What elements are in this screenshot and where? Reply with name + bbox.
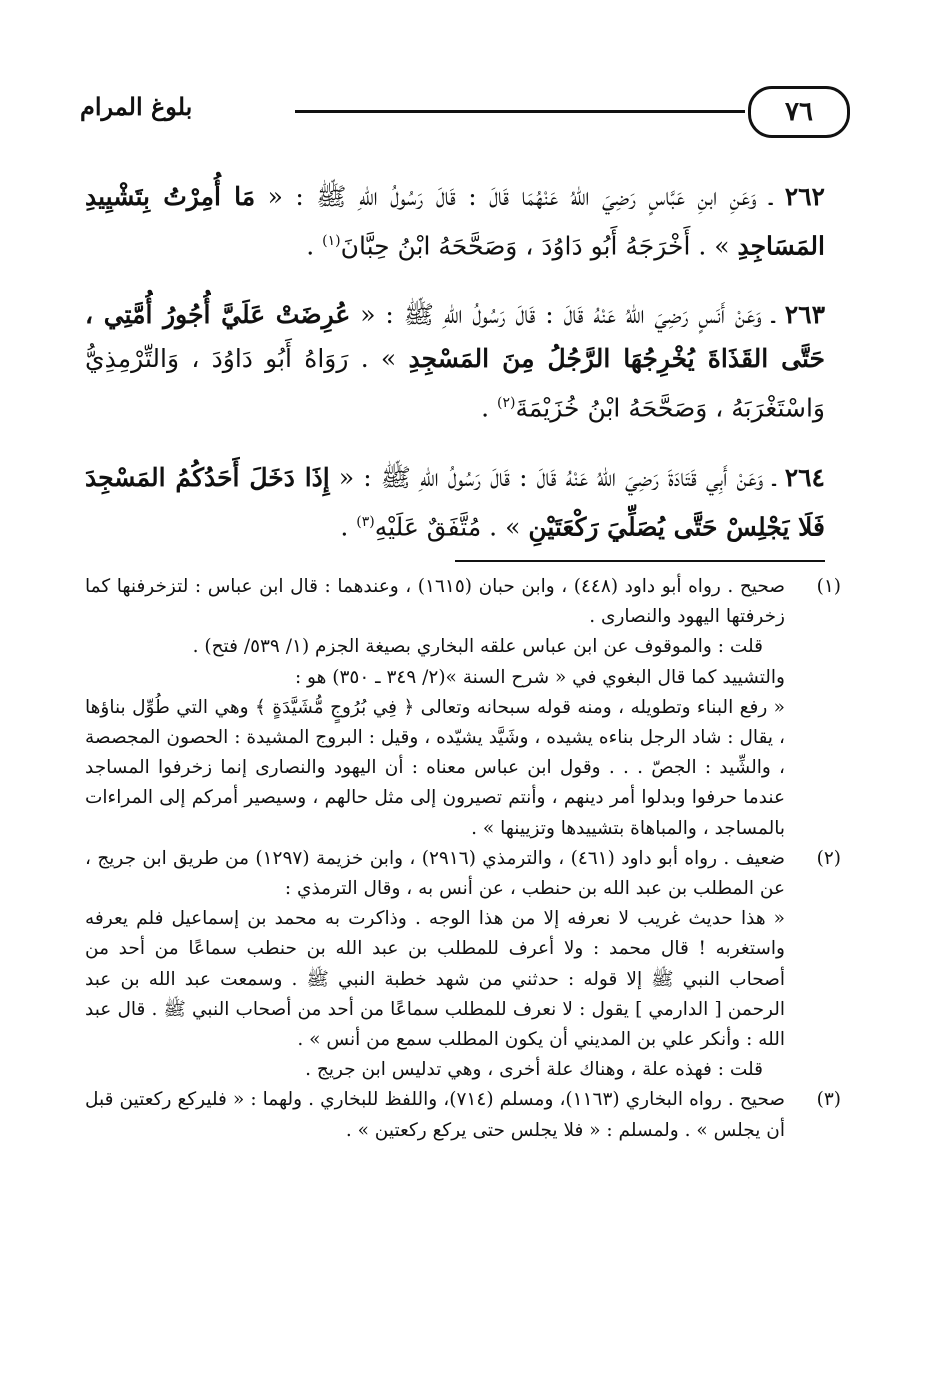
hadith-intro: ـ وَعَنْ أَبِي قَتَادَةَ رَضِيَ اللهُ عَنْهُ قَالَ : قَالَ رَسُولُ اللهِ ﷺ : « bbox=[338, 462, 776, 492]
hadith-intro: ـ وَعَنِ ابنِ عَبَّاسٍ رَضِيَ اللهُ عَنْهُمَا قَالَ : قَالَ رَسُولُ اللهِ ﷺ : « bbox=[267, 182, 773, 211]
footnote-separator bbox=[455, 560, 825, 562]
hadith-source: » . مُتَّفَقٌ عَلَيْهِ bbox=[374, 511, 521, 541]
footnote-quote: « هذا حديث غريب لا نعرفه إلا من هذا الوجه . وذاكرت به محمد بن إسماعيل فلم يعرفه واستغربه ! قال محمد : ولا أعرف للمطلب بن عبد الله بن حنطب سماعًا من أحد من أصحاب النبي ﷺ إلا قوله : حدثني من شهد خطبة النبي ﷺ . وسمعت عبد الله بن عبد الرحمن [ الدارمي ] يقول : لا نعرف للمطلب سماعًا من أحد من أصحاب النبي ﷺ . قال عبد الله : وأنكر علي بن المديني أن يكون المطلب سمع من أنس » . bbox=[85, 908, 785, 1051]
hadith-262 bbox=[85, 175, 825, 268]
hadith-end: . bbox=[481, 393, 497, 423]
hadith-264 bbox=[85, 456, 825, 549]
footnote-ref: (٣) bbox=[356, 513, 375, 530]
footnote-3 bbox=[85, 1085, 841, 1145]
hadith-end: . bbox=[306, 231, 323, 261]
book-title: بلوغ المرام bbox=[80, 92, 193, 121]
hadith-end: . bbox=[340, 511, 357, 541]
footnote-1 bbox=[85, 572, 841, 844]
footnote-quote: « رفع البناء وتطويله ، ومنه قوله سبحانه وتعالى ﴿ فِي بُرُوجٍ مُّشَيَّدَةٍ ﴾ وهي التي طُوِّل بناؤها ، يقال : شاد الرجل بناءه يشيده ، وشَيَّد يشيّده ، وقيل : البروج المشيدة : الحصون المجصصة ، والشِّيد : الجصّ . . . وقول ابن عباس معناه : أن اليهود والنصارى إنما زخرفوا المساجد عندما حرفوا وبدلوا أمر دينهم ، وأنتم تصيرون إلى مثل حالهم ، وسيصير أمركم إلى المراءات بالمساجد ، والمباهاة بتشييدها وتزيينها » . bbox=[85, 696, 785, 839]
hadith-quote: إِذَا دَخَلَ أَحَدُكُمُ المَسْجِدَ فَلَا يَجْلِسْ حَتَّى يُصَلِّيَ رَكْعَتَيْنِ bbox=[85, 462, 825, 541]
hadith-source: » . رَوَاهُ أَبُو دَاوُدَ ، وَالتِّرْمِذِيُّ وَاسْتَغْرَبَهُ ، وَصَحَّحَهُ ابْنُ خُزَيْمَةَ bbox=[85, 344, 825, 423]
hadith-source: » . أَخْرَجَهُ أَبُو دَاوُدَ ، وَصَحَّحَهُ ابْنُ حِبَّانَ bbox=[340, 231, 730, 261]
footnote-text: صحيح . رواه البخاري (١١٦٣)، ومسلم (٧١٤)، واللفظ للبخاري . ولهما : « فليركع ركعتين قبل أن يجلس » . ولمسلم : « فلا يجلس حتى يركع ركعتين » . bbox=[85, 1089, 785, 1141]
footnote-text: ضعيف . رواه أبو داود (٤٦١) ، والترمذي (٢٩١٦) ، وابن خزيمة (١٢٩٧) من طريق ابن جريج ، عن المطلب بن عبد الله بن حنطب ، عن أنس به ، وقال الترمذي : bbox=[85, 847, 786, 900]
header-rule bbox=[295, 110, 745, 113]
page-header bbox=[80, 86, 850, 138]
hadith-quote: عُرِضَتْ عَلَيَّ أُجُورُ أُمَّتِي ، حَتَّى القَذَاةَ يُخْرِجُهَا الرَّجُلُ مِنَ المَسْجِدِ bbox=[85, 300, 825, 374]
hadith-number: ٢٦٤ bbox=[784, 462, 825, 492]
footnote-text: والتشييد كما قال البغوي في « شرح السنة »(٢/ ٣٤٩ ـ ٣٥٠) هو : bbox=[294, 666, 785, 688]
footnotes bbox=[85, 572, 841, 1146]
footnote-number: (٣) bbox=[816, 1089, 841, 1111]
hadith-number: ٢٦٢ bbox=[784, 182, 825, 211]
hadith-263 bbox=[85, 293, 825, 430]
hadith-quote: مَا أُمِرْتُ بِتَشْيِيدِ المَسَاجِدِ bbox=[85, 182, 825, 261]
footnote-text: قلت : فهذه علة ، وهناك علة أخرى ، وهي تدليس ابن جريج . bbox=[305, 1059, 763, 1081]
footnote-text: صحيح . رواه أبو داود (٤٤٨) ، وابن حبان (١٦١٥) ، وعندهما : قال ابن عباس : لتزخرفنها كما زخرفتها اليهود والنصارى . bbox=[85, 576, 786, 628]
hadith-section bbox=[85, 150, 825, 553]
footnote-text: قلت : والموقوف عن ابن عباس علقه البخاري بصيغة الجزم (١/ ٥٣٩/ فتح) . bbox=[192, 636, 763, 658]
footnote-2 bbox=[85, 844, 841, 1086]
footnote-number: (٢) bbox=[816, 847, 841, 869]
footnote-number: (١) bbox=[816, 576, 841, 597]
hadith-number: ٢٦٣ bbox=[784, 300, 826, 330]
footnote-ref: (١) bbox=[322, 233, 341, 249]
footnote-ref: (٢) bbox=[496, 395, 516, 412]
hadith-intro: ـ وَعَنْ أَنَسٍ رَضِيَ اللهُ عَنْهُ قَالَ : قَالَ رَسُولُ اللهِ ﷺ : « bbox=[360, 300, 775, 330]
page-number-badge: ٧٦ bbox=[748, 86, 850, 138]
